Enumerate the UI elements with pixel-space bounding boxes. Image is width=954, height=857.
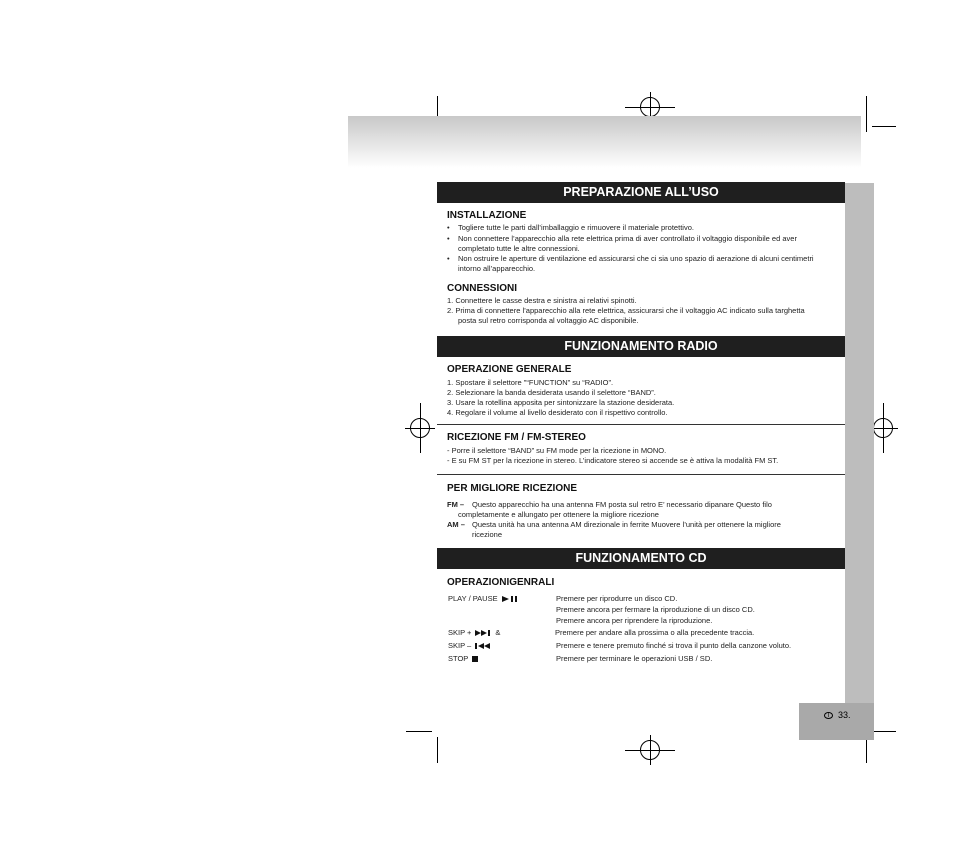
connessioni-heading: CONNESSIONI xyxy=(447,283,518,294)
operazione-item: 3. Usare la rotellina apposita per sintonizzare la stazione desiderata. xyxy=(447,398,675,407)
side-tab xyxy=(845,183,874,703)
skip-plus-label: SKIP + & xyxy=(448,628,501,637)
connessioni-item: 2. Prima di connettere l’apparecchio alla rete elettrica, assicurarsi che il voltaggio AC indicato sulla targhetta xyxy=(447,306,805,315)
play-pause-label: PLAY / PAUSE xyxy=(448,594,519,603)
section-title-cd: FUNZIONAMENTO CD xyxy=(437,548,845,569)
section-title-preparazione: PREPARAZIONE ALL’USO xyxy=(437,182,845,203)
am-item: AM – Questa unità ha una antenna AM direzionale in ferrite Muovere l’unità per ottenere la migliore xyxy=(447,520,781,529)
crop-mark xyxy=(866,96,867,132)
installazione-item: • Togliere tutte le parti dall’imballaggio e rimuovere il materiale protettivo. xyxy=(447,223,694,232)
skip-back-icon xyxy=(474,642,492,650)
play-desc: Premere per riprodurre un disco CD. xyxy=(556,594,678,603)
play-desc: Premere ancora per fermare la riproduzione di un disco CD. xyxy=(556,605,755,614)
operazione-item: 4. Regolare il volume al livello desiderato con il rispettivo controllo. xyxy=(447,408,668,417)
ricezione-heading: RICEZIONE FM / FM-STEREO xyxy=(447,432,586,443)
skip-plus-desc: Premere per andare alla prossima o alla precedente traccia. xyxy=(555,628,755,637)
page-number xyxy=(824,710,851,720)
ricezione-item: - E su FM ST per la ricezione in stereo. L’indicatore stereo si accende se è attiva la modalità FM ST. xyxy=(447,456,779,465)
fm-item: FM – Questo apparecchio ha una antenna FM posta sul retro E’ necessario dipanare Questo filo xyxy=(447,500,772,509)
crop-mark xyxy=(406,731,432,732)
cd-heading: OPERAZIONIGENRALI xyxy=(447,577,555,588)
installazione-heading: INSTALLAZIONE xyxy=(447,210,527,221)
migliore-heading: PER MIGLIORE RICEZIONE xyxy=(447,483,578,494)
page-number-text: 33. xyxy=(838,710,851,720)
installazione-item: • Non connettere l’apparecchio alla rete elettrica prima di aver controllato il voltaggio disponibile ed aver xyxy=(447,234,797,243)
connessioni-item: 1. Connettere le casse destra e sinistra ai relativi spinotti. xyxy=(447,296,637,305)
stop-label: STOP xyxy=(448,654,479,663)
play-pause-icon xyxy=(501,595,519,603)
skip-minus-desc: Premere e tenere premuto finché si trova il punto della canzone voluto. xyxy=(556,641,792,650)
play-desc: Premere ancora per riprendere la riproduzione. xyxy=(556,616,713,625)
ricezione-item: - Porre il selettore “BAND” su FM mode per la ricezione in MONO. xyxy=(447,446,667,455)
operazione-item: 2. Selezionare la banda desiderata usando il selettore “BAND”. xyxy=(447,388,656,397)
page-number-box xyxy=(799,703,874,740)
installazione-item-cont: intorno all’apparecchio. xyxy=(458,264,536,273)
connessioni-item-cont: posta sul retro corrisponda al voltaggio AC disponibile. xyxy=(458,316,639,325)
divider xyxy=(437,474,845,475)
skip-forward-icon xyxy=(474,629,492,637)
fm-item-cont: completamente e allungato per ottenere la migliore ricezione xyxy=(458,510,659,519)
crop-mark xyxy=(866,737,867,763)
header-gradient-band xyxy=(348,116,861,168)
section-title-radio: FUNZIONAMENTO RADIO xyxy=(437,336,845,357)
am-item-cont: ricezione xyxy=(472,530,503,539)
crop-mark xyxy=(872,731,896,732)
stop-desc: Premere per terminare le operazioni USB / SD. xyxy=(556,654,713,663)
installazione-item: • Non ostruire le aperture di ventilazione ed assicurarsi che ci sia uno spazio di aerazione di alcuni centimetri xyxy=(447,254,814,263)
i-circle-icon: I xyxy=(824,712,833,719)
installazione-item-cont: completato tutte le altre connessioni. xyxy=(458,244,580,253)
divider xyxy=(437,424,845,425)
stop-icon xyxy=(471,655,479,663)
crop-mark xyxy=(872,126,896,127)
operazione-generale-heading: OPERAZIONE GENERALE xyxy=(447,364,572,375)
operazione-item: 1. Spostare il selettore "“FUNCTION” su “RADIO”. xyxy=(447,378,614,387)
crop-mark xyxy=(437,737,438,763)
skip-minus-label: SKIP – xyxy=(448,641,492,650)
